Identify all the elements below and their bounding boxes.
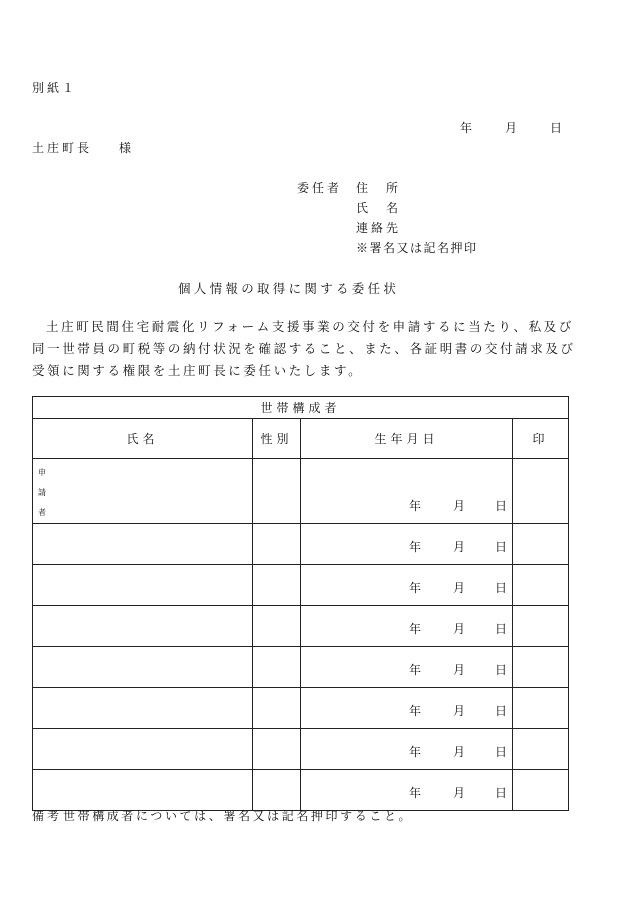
attachment-label: 別紙１: [32, 81, 78, 95]
year-unit: 年: [409, 540, 422, 554]
applicant-label-char: 者: [38, 508, 46, 517]
header-birthdate: 生年月日: [301, 419, 513, 459]
month-unit: 月: [453, 786, 466, 800]
birthdate-cell[interactable]: [301, 729, 513, 770]
signature-note: ※署名又は記名押印: [356, 241, 478, 255]
year-unit: 年: [409, 663, 422, 677]
remarks-text: 世帯構成者については、署名又は記名押印すること。: [63, 809, 414, 823]
day-unit: 日: [495, 786, 508, 800]
addressee-title: 土庄町長: [32, 141, 93, 155]
table-row: [33, 606, 569, 647]
year-unit: 年: [409, 622, 422, 636]
month-unit: 月: [453, 704, 466, 718]
table-row: [33, 647, 569, 688]
remarks-label: 備考: [32, 809, 63, 823]
birthdate-cell[interactable]: [301, 524, 513, 565]
birthdate-cell[interactable]: [301, 565, 513, 606]
seal-cell[interactable]: [513, 647, 569, 688]
name-cell[interactable]: [33, 770, 253, 811]
table-row: [33, 524, 569, 565]
name-cell[interactable]: [33, 647, 253, 688]
name-cell[interactable]: [33, 606, 253, 647]
month-unit: 月: [453, 581, 466, 595]
day-unit: 日: [495, 663, 508, 677]
table-row: [33, 688, 569, 729]
gender-cell[interactable]: [253, 647, 301, 688]
document-title: 個人情報の取得に関する委任状: [178, 281, 400, 296]
date-year-unit: 年: [460, 121, 473, 135]
year-unit: 年: [409, 786, 422, 800]
body-line: 土庄町民間住宅耐震化リフォーム支援事業の交付を申請するに当たり、私及び: [46, 319, 574, 334]
contact-label: 連絡先: [356, 221, 402, 235]
day-unit: 日: [495, 745, 508, 759]
name-cell[interactable]: [33, 524, 253, 565]
seal-cell[interactable]: [513, 565, 569, 606]
name-cell[interactable]: [33, 729, 253, 770]
seal-cell[interactable]: [513, 770, 569, 811]
year-unit: 年: [409, 745, 422, 759]
name-cell[interactable]: [33, 565, 253, 606]
birthdate-cell[interactable]: [301, 606, 513, 647]
date-day-unit: 日: [550, 121, 563, 135]
applicant-label-char: 申: [38, 468, 46, 477]
applicant-name-cell[interactable]: [33, 459, 253, 524]
month-unit: 月: [453, 663, 466, 677]
household-table: [32, 396, 569, 811]
gender-cell[interactable]: [253, 524, 301, 565]
year-unit: 年: [409, 581, 422, 595]
seal-cell[interactable]: [513, 729, 569, 770]
table-row: [33, 565, 569, 606]
seal-cell[interactable]: [513, 688, 569, 729]
month-unit: 月: [453, 745, 466, 759]
body-line: 受領に関する権限を土庄町長に委任いたします。: [32, 363, 364, 378]
birthdate-cell[interactable]: [301, 688, 513, 729]
year-unit: 年: [409, 499, 422, 513]
gender-cell[interactable]: [253, 459, 301, 524]
header-seal: 印: [513, 419, 569, 459]
day-unit: 日: [495, 581, 508, 595]
year-unit: 年: [409, 704, 422, 718]
birthdate-cell[interactable]: [301, 647, 513, 688]
addressee-honorific: 様: [119, 141, 132, 155]
seal-cell[interactable]: [513, 524, 569, 565]
birthdate-cell[interactable]: [301, 770, 513, 811]
month-unit: 月: [453, 499, 466, 513]
gender-cell[interactable]: [253, 688, 301, 729]
header-gender: 性別: [253, 419, 301, 459]
date-month-unit: 月: [505, 121, 518, 135]
day-unit: 日: [495, 540, 508, 554]
body-line: 同一世帯員の町税等の納付状況を確認すること、また、各証明書の交付請求及び: [32, 341, 576, 356]
header-name: 氏名: [33, 419, 253, 459]
gender-cell[interactable]: [253, 770, 301, 811]
name-cell[interactable]: [33, 688, 253, 729]
name-label: 氏 名: [356, 201, 402, 215]
seal-cell[interactable]: [513, 459, 569, 524]
month-unit: 月: [453, 622, 466, 636]
day-unit: 日: [495, 499, 508, 513]
delegator-label: 委任者: [297, 181, 343, 195]
gender-cell[interactable]: [253, 729, 301, 770]
body-text: [32, 316, 577, 382]
address-label: 住 所: [356, 181, 402, 195]
day-unit: 日: [495, 704, 508, 718]
table-row: [33, 770, 569, 811]
applicant-label-char: 請: [38, 488, 46, 497]
table-row-applicant: [33, 459, 569, 524]
gender-cell[interactable]: [253, 565, 301, 606]
day-unit: 日: [495, 622, 508, 636]
month-unit: 月: [453, 540, 466, 554]
birthdate-cell[interactable]: [301, 459, 513, 524]
gender-cell[interactable]: [253, 606, 301, 647]
table-row: [33, 729, 569, 770]
table-title: 世帯構成者: [33, 397, 569, 419]
seal-cell[interactable]: [513, 606, 569, 647]
